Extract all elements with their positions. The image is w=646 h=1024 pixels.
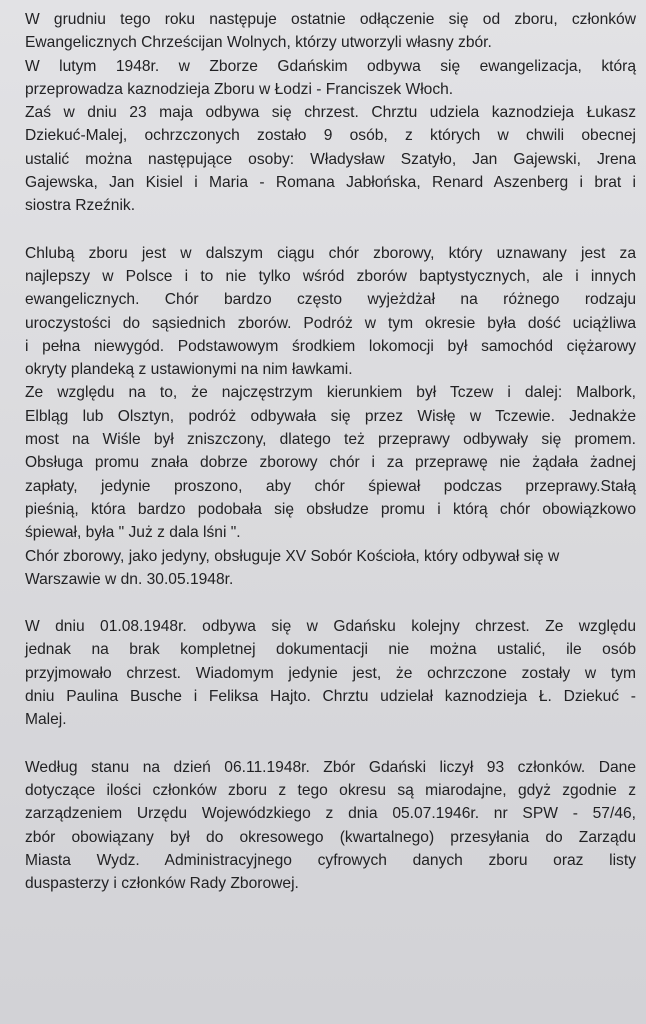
text-line: W dniu 01.08.1948r. odbywa się w Gdańsku kolejny chrzest. Ze względu [25, 618, 636, 636]
text-line: i pełna niewygód. Podstawowym środkiem lokomocji był samochód ciężarowy [25, 337, 636, 355]
text-line: Chlubą zboru jest w dalszym ciągu chór zborowy, który uznawany jest za [25, 244, 636, 262]
text-line: Dziekuć-Malej, ochrzczonych zostało 9 osób, z których w chwili obecnej [25, 127, 636, 145]
text-line: śpiewał, była " Już z dala lśni ". [25, 524, 241, 542]
text-line: Zaś w dniu 23 maja odbywa się chrzest. Chrztu udziela kaznodzieja Łukasz [25, 104, 636, 122]
text-line: dniu Paulina Busche i Feliksa Hajto. Chrztu udzielał kaznodzieja Ł. Dziekuć - [25, 688, 636, 706]
paragraph-1 [25, 8, 636, 218]
text-line: zarządzeniem Urzędu Wojewódzkiego z dnia 05.07.1946r. nr SPW - 57/46, [25, 805, 636, 823]
text-line: duspasterzy i członków Rady Zborowej. [25, 875, 299, 893]
text-line: pieśnią, która bardzo podobała się obsłudze promu i którą chór obowiązkowo [25, 500, 636, 518]
text-line: Warszawie w dn. 30.05.1948r. [25, 570, 234, 588]
text-line: Ewangelicznych Chrześcijan Wolnych, którzy utworzyli własny zbór. [25, 34, 492, 52]
paragraph-3 [25, 615, 636, 731]
text-line: okryty plandeką z ustawionymi na nim ławkami. [25, 361, 353, 379]
paragraph-gap [25, 218, 636, 242]
text-line: ustalić można następujące osoby: Władysław Szatyło, Jan Gajewski, Jrena [25, 150, 636, 168]
paragraph-4 [25, 756, 636, 896]
text-line: dotyczące ilości członków zboru z tego okresu są miarodajne, gdyż zgodnie z [25, 781, 636, 799]
text-line: Gajewska, Jan Kisiel i Maria - Romana Jabłońska, Renard Aszenberg i brat i [25, 174, 636, 192]
text-line: W grudniu tego roku następuje ostatnie odłączenie się od zboru, członków [25, 11, 636, 28]
paragraph-2 [25, 242, 636, 591]
text-line: Według stanu na dzień 06.11.1948r. Zbór Gdański liczył 93 członków. Dane [25, 758, 636, 776]
text-line: siostra Rzeźnik. [25, 197, 136, 215]
text-line: ewangelicznych. Chór bardzo często wyjeżdżał na różnego rodzaju [25, 291, 636, 309]
text-line: przeprowadza kaznodzieja Zboru w Łodzi - Franciszek Włoch. [25, 80, 454, 98]
text-line: Miasta Wydz. Administracyjnego cyfrowych danych zboru oraz listy [25, 851, 636, 869]
text-line: przyjmowało chrzest. Wiadomym jedynie jest, że ochrzczone zostały w tym [25, 664, 636, 682]
text-line: Chór zborowy, jako jedyny, obsługuje XV Sobór Kościoła, który odbywał się w [25, 547, 560, 565]
text-line: Ze względu na to, że najczęstrzym kierunkiem był Tczew i dalej: Malbork, [25, 384, 636, 402]
text-line: zapłaty, jedynie proszono, aby chór śpiewał podczas przeprawy.Stałą [25, 477, 636, 495]
text-line: most na Wiśle był zniszczony, dlatego też przeprawy odbywały się promem. [25, 431, 636, 449]
text-line: W lutym 1948r. w Zborze Gdańskim odbywa się ewangelizacja, którą [25, 57, 636, 75]
text-line: Elbląg lub Olsztyn, podróż odbywała się przez Wisłę w Tczewie. Jednakże [25, 407, 636, 425]
paragraph-gap [25, 591, 636, 615]
text-line: najlepszy w Polsce i to nie tylko wśród zborów baptystycznych, ale i innych [25, 267, 636, 285]
text-line: Obsługa promu znała dobrze zborowy chór i za przeprawę nie żądała żadnej [25, 454, 636, 472]
text-line: Malej. [25, 711, 67, 729]
text-line: jednak na brak kompletnej dokumentacji nie można ustalić, ile osób [25, 641, 636, 659]
text-line: zbór obowiązany był do okresowego (kwartalnego) przesyłania do Zarządu [25, 828, 636, 846]
paragraph-gap [25, 732, 636, 756]
text-line: uroczystości do sąsiednich zborów. Podróż w tym okresie była dość uciążliwa [25, 314, 636, 332]
